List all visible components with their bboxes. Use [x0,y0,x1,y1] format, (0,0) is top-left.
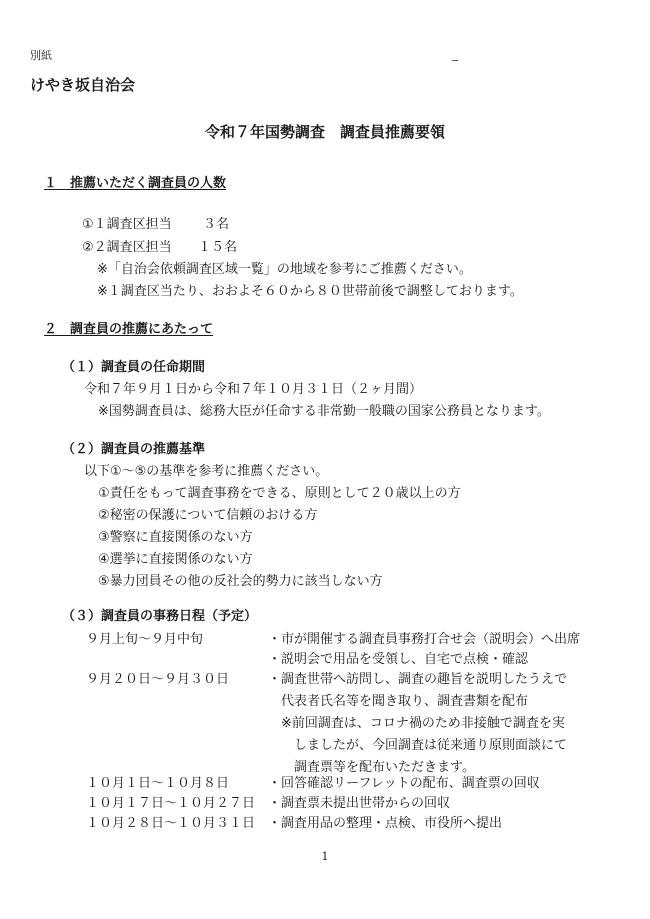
schedule-desc: ・回答確認リーフレットの配布、調査票の回収 [268,776,540,791]
schedule-desc: ・調査用品の整理・点検、市役所へ提出 [268,816,503,831]
criteria-item: ④選挙に直接関係のない方 [98,552,253,567]
page-number: 1 [321,850,329,863]
schedule-desc: ・説明会で用品を受領し、自宅で点検・確認 [268,652,529,667]
term-period: 令和７年９月１日から令和７年１０月３１日（２ヶ月間） [84,382,423,397]
schedule-date: １０月１７日～１０月２７日 [86,796,256,811]
schedule-desc: ・調査票未提出世帯からの回収 [268,796,451,811]
criteria-intro: 以下①～⑤の基準を参考に推薦ください。 [84,464,329,479]
section1-item-count: ３名 [203,217,230,232]
section1-heading: １ 推薦いただく調査員の人数 [44,176,227,191]
scan-mark [452,60,458,61]
attachment-label: 別紙 [30,49,52,62]
section2-heading: ２ 調査員の推薦にあたって [44,322,214,337]
term-note: ※国勢調査員は、総務大臣が任命する非常勤一般職の国家公務員となります。 [98,404,550,419]
schedule-desc: 代表者氏名等を聞き取り、調査書類を配布 [268,694,529,709]
section1-item-label: ①１調査区担当 [82,217,172,232]
schedule-desc: ・調査世帯へ訪問し、調査の趣旨を説明したうえで [268,672,568,687]
section1-item-count: １５名 [198,240,238,255]
criteria-item: ①責任をもって調査事務をできる、原則として２０歳以上の方 [98,486,461,501]
schedule-heading: （３）調査員の事務日程（予定） [62,609,258,624]
schedule-date: １０月１日～１０月８日 [86,776,230,791]
schedule-desc: ・市が開催する調査員事務打合せ会（説明会）へ出席 [268,632,581,647]
schedule-date: ９月２０日～９月３０日 [86,672,230,687]
schedule-date: １０月２８日～１０月３１日 [86,816,256,831]
criteria-item: ②秘密の保護について信頼のおける方 [98,508,318,523]
schedule-date: ９月上旬～９月中旬 [86,632,204,647]
criteria-item: ⑤暴力団員その他の反社会的勢力に該当しない方 [98,574,383,589]
term-heading: （１）調査員の任命期間 [62,360,206,375]
section1-note: ※１調査区当たり、おおよそ６０から８０世帯前後で調整しております。 [97,284,523,299]
criteria-heading: （２）調査員の推薦基準 [62,442,206,457]
organization-name: けやき坂自治会 [30,76,136,94]
criteria-item: ③警察に直接関係のない方 [98,530,253,545]
schedule-desc: 調査票等を配布いただきます。 [268,760,475,775]
section1-note: ※「自治会依頼調査区域一覧」の地域を参考にご推薦ください。 [97,262,472,277]
section1-item-label: ②２調査区担当 [82,240,172,255]
schedule-desc: しましたが、今回調査は従来通り原則面談にて [268,738,568,753]
schedule-desc: ※前回調査は、コロナ禍のため非接触で調査を実 [268,716,565,731]
document-title: 令和７年国勢調査 調査員推薦要領 [204,123,445,141]
